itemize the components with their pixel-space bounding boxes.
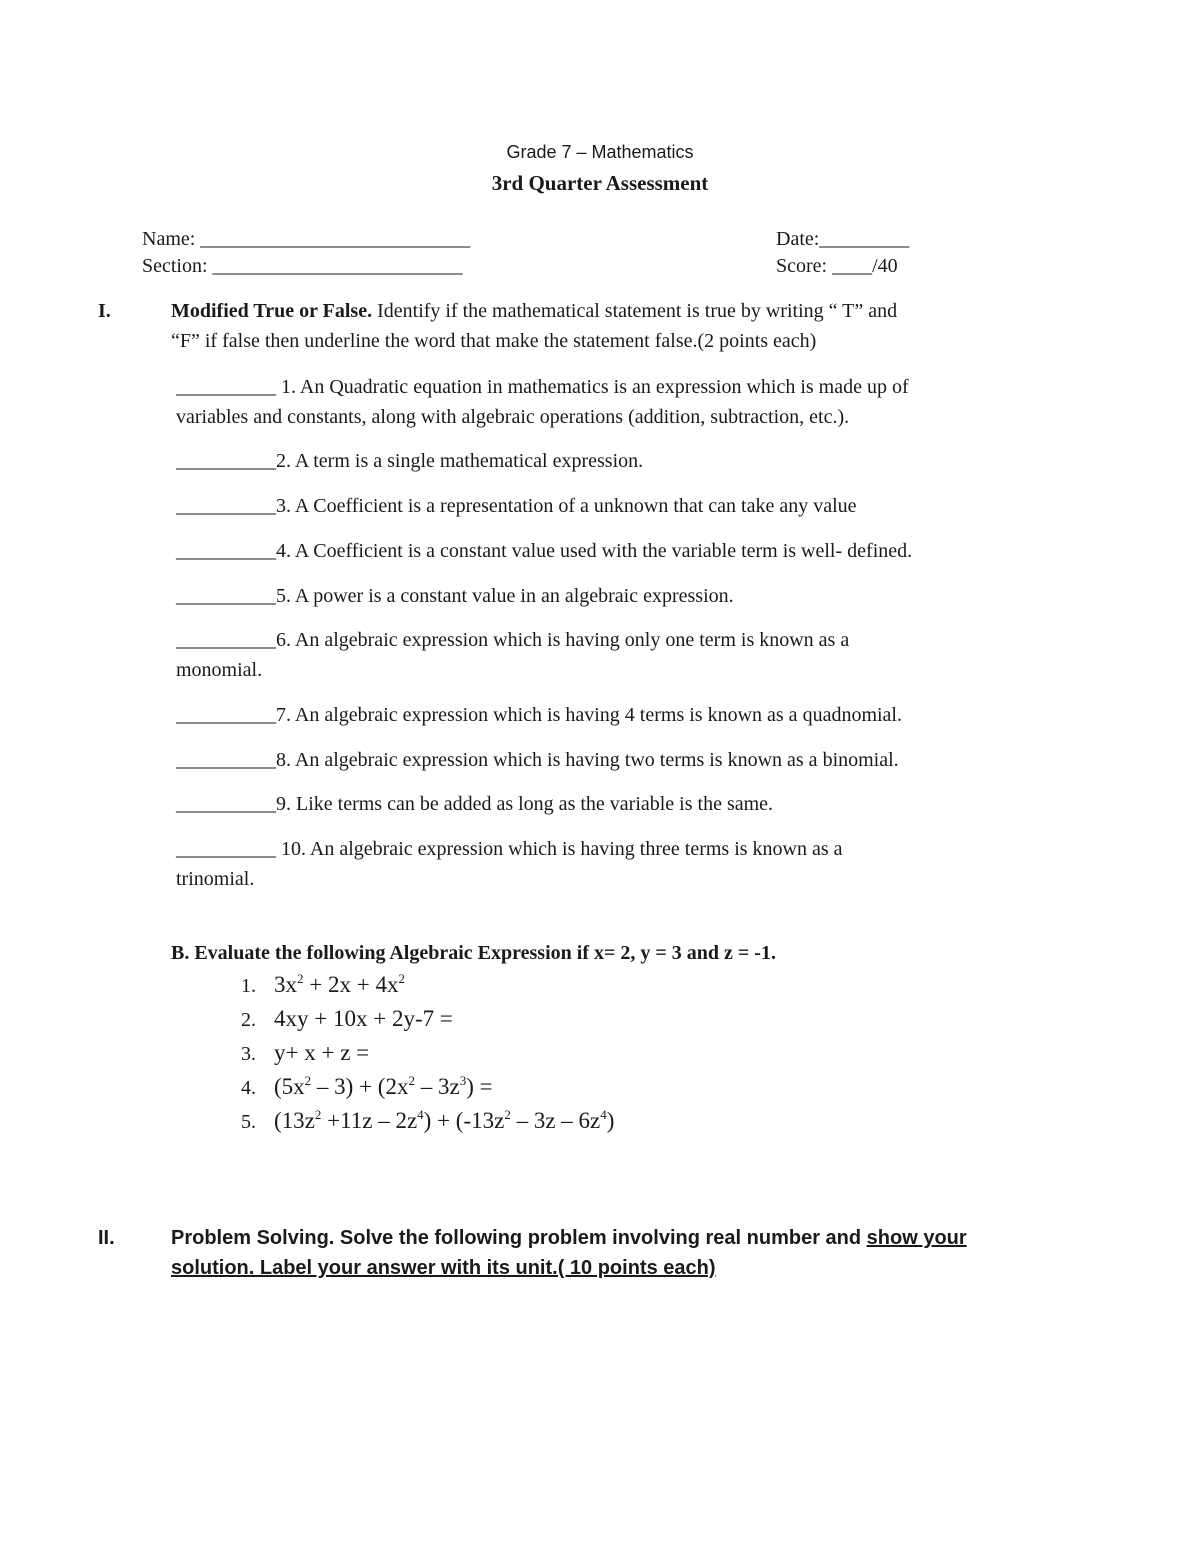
tf-item-10: __________ 10. An algebraic expression which is having three terms is known as a [176,838,843,860]
tf-item-7: __________7. An algebraic expression which is having 4 terms is known as a quadnomial. [176,704,902,726]
expression-number: 1. [241,975,256,997]
part1-instruction-line1 [171,300,897,323]
page-title: 3rd Quarter Assessment [491,171,709,195]
exponent: 3 [459,1073,467,1088]
exponent: 2 [398,971,405,986]
tf-item-3: __________3. A Coefficient is a representation of a unknown that can take any value [176,495,857,517]
expression-term: 4xy + 10x + 2y-7 = [274,1006,453,1031]
expression-term: (13z [274,1108,315,1133]
tf-item-4: __________4. A Coefficient is a constant value used with the variable term is well- defined. [176,540,913,562]
tf-item-10-continuation: trinomial. [176,868,255,890]
expression-number: 3. [241,1043,256,1065]
exponent: 2 [304,1073,312,1088]
expression-term: ) = [466,1074,493,1099]
tf-item-6-continuation: monomial. [176,659,263,681]
exponent: 2 [297,971,304,986]
expression-term: ) [606,1108,615,1133]
expression-number: 2. [241,1009,256,1031]
expression-term: 3x [274,972,297,997]
expression-term: – 3) + (2x [311,1074,409,1099]
exponent: 2 [408,1073,415,1088]
tf-item-9: __________9. Like terms can be added as long as the variable is the same. [176,793,774,815]
section-field: Section: _________________________ [142,255,463,277]
expression-4 [274,1074,493,1100]
part1-instruction-line2: “F” if false then underline the word that make the statement false.(2 points each) [171,330,817,352]
tf-item-1: __________ 1. An Quadratic equation in mathematics is an expression which is made up of [176,376,909,398]
expression-term: ) + (-13z [423,1108,505,1133]
part1-number: I. [98,300,111,322]
expression-term: – 3z [414,1074,460,1099]
part1-instruction-text: Identify if the mathematical statement is true by writing “ T” and [372,300,898,322]
name-field: Name: ___________________________ [142,228,471,250]
expression-number: 4. [241,1077,256,1099]
exponent: 2 [504,1107,511,1122]
expression-1 [274,972,405,998]
tf-item-5: __________5. A power is a constant value in an algebraic expression. [176,585,734,607]
expression-term: y+ x + z = [274,1040,370,1065]
part-b-heading: B. Evaluate the following Algebraic Expression if x= 2, y = 3 and z = -1. [171,942,776,964]
expression-term: (5x [274,1074,305,1099]
part2-underlined-text: show your [866,1227,967,1249]
tf-item-1-continuation: variables and constants, along with algebraic operations (addition, subtraction, etc.). [176,406,850,428]
tf-item-2: __________2. A term is a single mathematical expression. [176,450,644,472]
tf-item-6: __________6. An algebraic expression which is having only one term is known as a [176,629,850,651]
exponent: 4 [417,1107,424,1122]
expression-2 [274,1006,453,1032]
expression-term: +11z – 2z [321,1108,418,1133]
tf-item-8: __________8. An algebraic expression which is having two terms is known as a binomial. [176,749,899,771]
expression-5 [274,1108,614,1134]
expression-3 [274,1040,369,1066]
expression-term: + 2x + 4x [303,972,399,997]
part2-instruction-line2: solution. Label your answer with its unit.( 10 points each) [171,1257,716,1279]
expression-term: – 3z – 6z [510,1108,601,1133]
exponent: 2 [314,1107,322,1122]
part2-instruction-text: Problem Solving. Solve the following problem involving real number and [171,1227,867,1249]
part1-heading: Modified True or False. [171,300,373,322]
subject-heading: Grade 7 – Mathematics [506,142,694,162]
part2-number: II. [98,1227,115,1249]
date-field: Date:_________ [776,228,910,250]
exponent: 4 [600,1107,607,1122]
score-field: Score: ____/40 [776,255,898,277]
expression-number: 5. [241,1111,256,1133]
part2-instruction-line1 [171,1227,967,1250]
